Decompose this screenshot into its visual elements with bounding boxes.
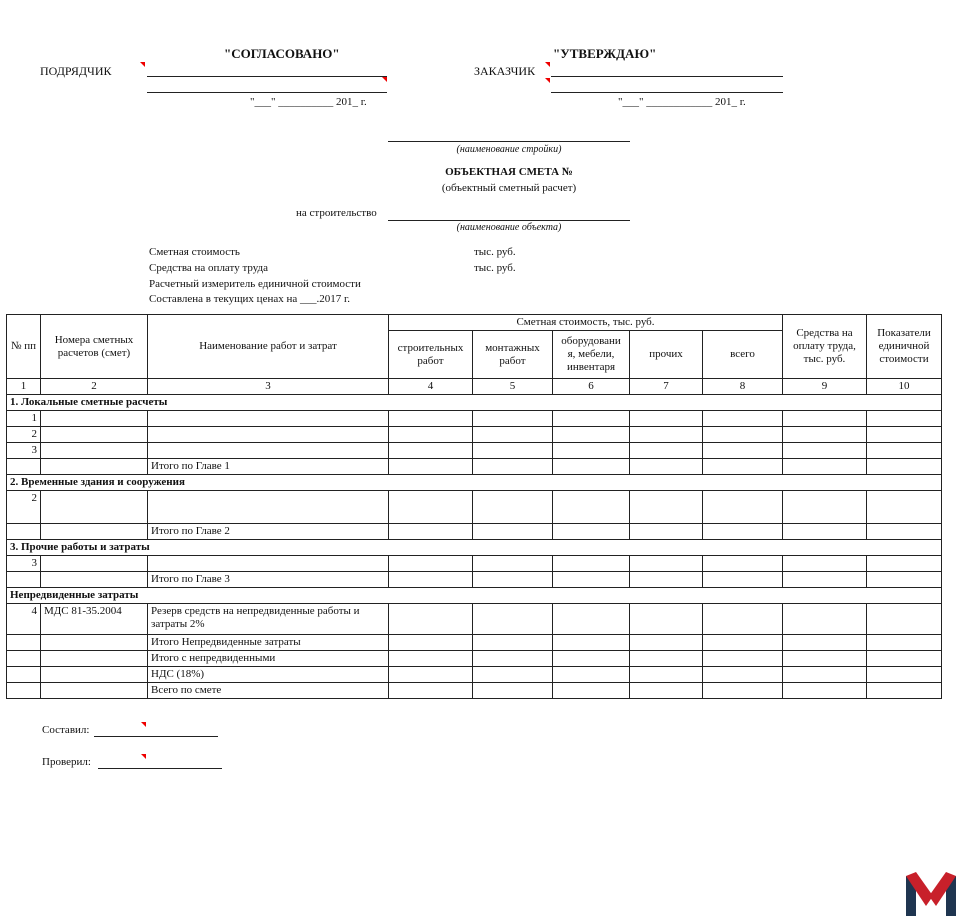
table-row: [7, 651, 942, 667]
cell-comment-marker: [140, 62, 145, 67]
calc-number: МДС 81-35.2004: [41, 604, 148, 635]
cell-comment-marker: [141, 722, 146, 727]
checked-signature-line: [98, 768, 222, 769]
approve-date: "___" ____________ 201_ г.: [618, 96, 746, 108]
header-calc-numbers: Номера сметных расчетов (смет): [41, 315, 148, 379]
table-row: [7, 443, 942, 459]
construction-name-line: [388, 141, 630, 142]
row-number: 2: [7, 491, 41, 524]
total-with-unforeseen-label: Итого с непредвиденными: [148, 651, 389, 667]
contractor-signature-line-2: [147, 92, 387, 93]
cell-comment-marker: [545, 62, 550, 67]
col-number: 9: [783, 379, 867, 395]
table-row: [7, 667, 942, 683]
header-construction-works: строительных работ: [389, 331, 473, 379]
section-title: Непредвиденные затраты: [7, 588, 942, 604]
composed-label: Составил:: [42, 724, 90, 736]
col-number: 2: [41, 379, 148, 395]
column-number-row: [7, 379, 942, 395]
object-name-line: [388, 220, 630, 221]
subtotal-label: Итого по Главе 3: [148, 572, 389, 588]
table-row: [7, 524, 942, 540]
section-title: 2. Временные здания и сооружения: [7, 475, 942, 491]
header-num: № пп: [7, 315, 41, 379]
row-number: 2: [7, 427, 41, 443]
header-labor-funds: Средства на оплату труда, тыс. руб.: [783, 315, 867, 379]
composed-signature-line: [94, 736, 218, 737]
table-row: [7, 427, 942, 443]
grand-total-label: Всего по смете: [148, 683, 389, 699]
checked-label: Проверил:: [42, 756, 91, 768]
labor-unit: тыс. руб.: [474, 262, 516, 274]
table-row: [7, 556, 942, 572]
unit-meter-label: Расчетный измеритель единичной стоимости: [149, 278, 361, 290]
cost-unit: тыс. руб.: [474, 246, 516, 258]
cell-comment-marker: [382, 77, 387, 82]
customer-label: ЗАКАЗЧИК: [474, 64, 536, 78]
construction-name-hint: (наименование стройки): [456, 144, 562, 155]
doc-subtitle: (объектный сметный расчет): [441, 182, 577, 194]
header-estimated-cost: Сметная стоимость, тыс. руб.: [389, 315, 783, 331]
section-title: 3. Прочие работы и затраты: [7, 540, 942, 556]
header-total: всего: [703, 331, 783, 379]
doc-title: ОБЪЕКТНАЯ СМЕТА №: [445, 166, 573, 178]
col-number: 3: [148, 379, 389, 395]
row-number: 3: [7, 556, 41, 572]
col-number: 7: [630, 379, 703, 395]
labor-label: Средства на оплату труда: [149, 262, 269, 274]
section-title: 1. Локальные сметные расчеты: [7, 395, 942, 411]
for-construction-label: на строительство: [296, 207, 377, 219]
table-row: [7, 491, 942, 524]
customer-signature-line-2: [551, 92, 783, 93]
subtotal-label: Итого Непредвиденные затраты: [148, 635, 389, 651]
subtotal-label: Итого по Главе 1: [148, 459, 389, 475]
cost-label: Сметная стоимость: [149, 246, 240, 258]
header-equipment: оборудовани я, мебели, инвентаря: [553, 331, 630, 379]
subtotal-label: Итого по Главе 2: [148, 524, 389, 540]
col-number: 10: [867, 379, 942, 395]
col-number: 8: [703, 379, 783, 395]
table-row: [7, 572, 942, 588]
object-name-hint: (наименование объекта): [456, 222, 562, 233]
header-other: прочих: [630, 331, 703, 379]
row-number: 1: [7, 411, 41, 427]
cell-comment-marker: [141, 754, 146, 759]
prices-label: Составлена в текущих ценах на ___.2017 г.: [149, 293, 351, 305]
approve-title: "УТВЕРЖДАЮ": [553, 46, 657, 61]
header-mounting-works: монтажных работ: [473, 331, 553, 379]
row-number: 3: [7, 443, 41, 459]
contractor-label: ПОДРЯДЧИК: [40, 64, 112, 78]
customer-signature-line: [551, 76, 783, 77]
brand-logo: [906, 872, 956, 916]
col-number: 6: [553, 379, 630, 395]
agreed-date: "___" __________ 201_ г.: [250, 96, 367, 108]
estimate-table: [6, 314, 942, 699]
table-row: [7, 459, 942, 475]
vat-label: НДС (18%): [148, 667, 389, 683]
table-row: [7, 411, 942, 427]
header-work-name: Наименование работ и затрат: [148, 315, 389, 379]
table-row: [7, 635, 942, 651]
col-number: 1: [7, 379, 41, 395]
col-number: 5: [473, 379, 553, 395]
header-unit-cost-index: Показатели единичной стоимости: [867, 315, 942, 379]
work-name: Резерв средств на непредвиденные работы и затраты 2%: [148, 604, 389, 635]
table-row: [7, 604, 942, 635]
cell-comment-marker: [545, 78, 550, 83]
col-number: 4: [389, 379, 473, 395]
agreed-title: "СОГЛАСОВАНО": [224, 46, 340, 61]
contractor-signature-line: [147, 76, 387, 77]
row-number: 4: [7, 604, 41, 635]
table-row: [7, 683, 942, 699]
